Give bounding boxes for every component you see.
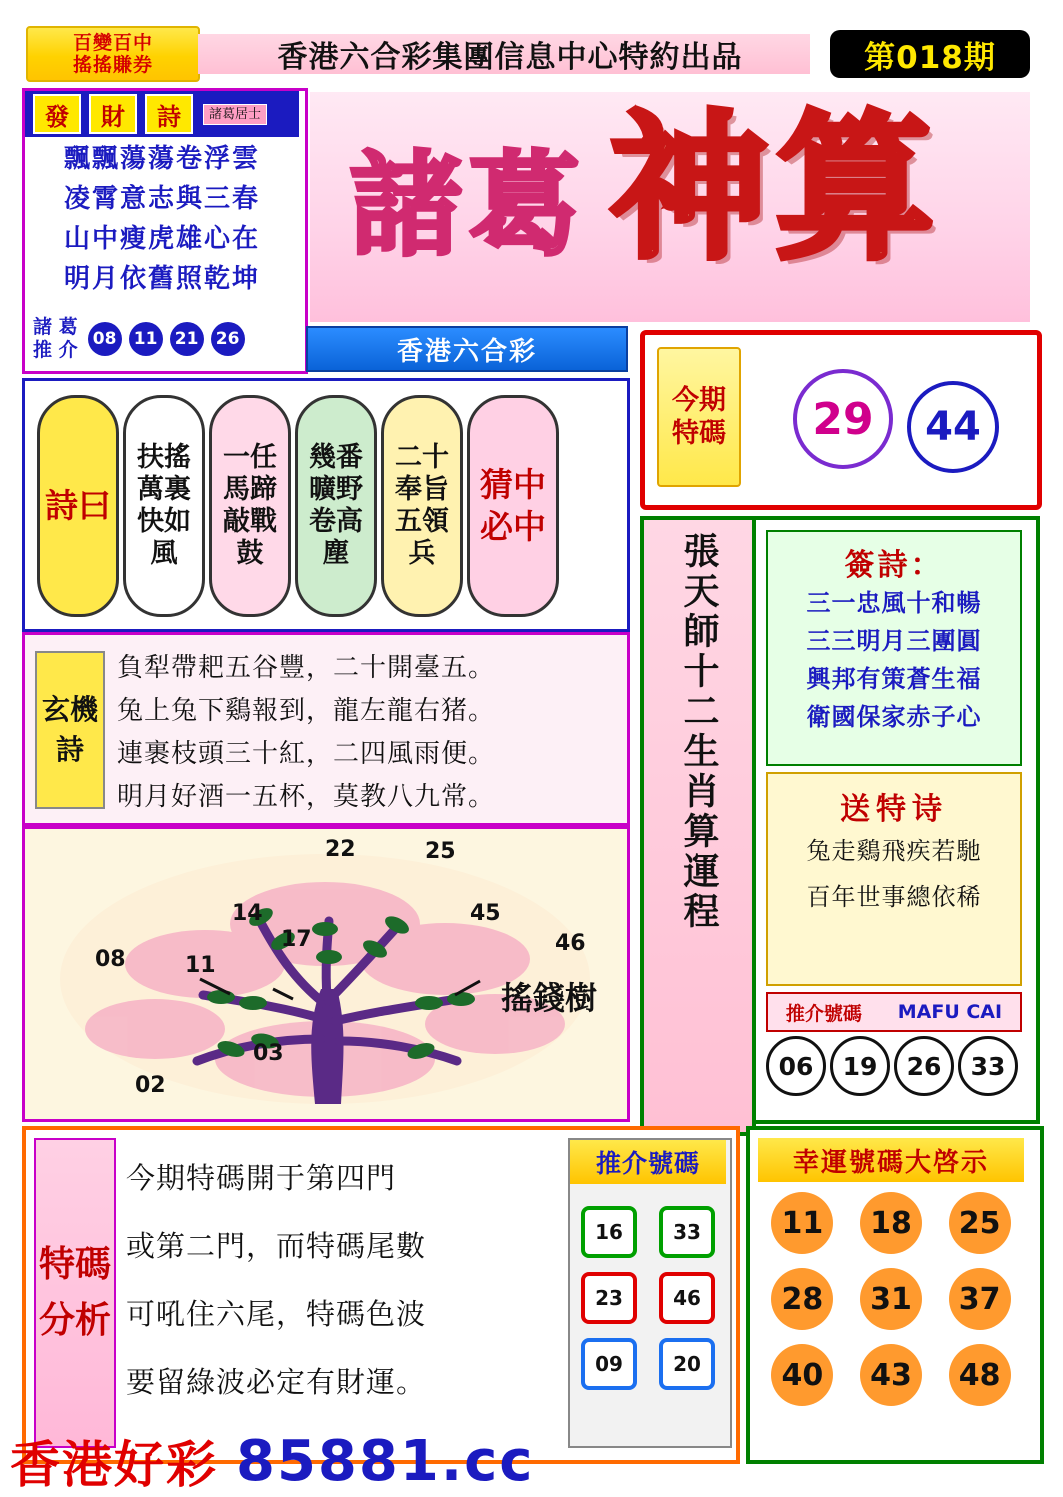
recommend-number-ball: 19 bbox=[830, 1036, 890, 1096]
brand-logo bbox=[26, 26, 200, 82]
capsule-verse-1: 扶搖萬裏快如風 bbox=[123, 395, 205, 617]
lucky-number-ball: 40 bbox=[771, 1344, 833, 1406]
lucky-number-ball: 25 bbox=[949, 1192, 1011, 1254]
analysis-recommend-row bbox=[570, 1206, 726, 1258]
capsule-verse-2: 一任馬蹄敲戰鼓 bbox=[209, 395, 291, 617]
analysis-line: 要留綠波必定有財運。 bbox=[126, 1365, 427, 1399]
fortune-poem-box bbox=[22, 88, 308, 374]
analysis-text bbox=[126, 1144, 556, 1416]
issue-badge bbox=[830, 30, 1030, 78]
oracle-poem-line: 衛國保家赤子心 bbox=[806, 703, 982, 731]
watermark bbox=[10, 1430, 1050, 1492]
masthead-title bbox=[310, 92, 1030, 322]
lottery-name-label: 香港六合彩 bbox=[396, 336, 537, 367]
tree-number: 14 bbox=[232, 901, 263, 926]
poem-recommend-label bbox=[33, 316, 78, 362]
analysis-number-pill: 23 bbox=[581, 1272, 637, 1324]
oracle-poem-lines bbox=[768, 584, 1020, 736]
top-header bbox=[0, 0, 1063, 86]
oracle-poem-line: 興邦有策蒼生福 bbox=[806, 665, 982, 693]
special-poem-box bbox=[766, 772, 1022, 986]
analysis-recommend-title: 推介號碼 bbox=[570, 1140, 726, 1184]
today-special-box bbox=[640, 330, 1042, 510]
today-special-label-text: 今期特碼 bbox=[672, 385, 726, 449]
today-special-label bbox=[657, 347, 741, 487]
analysis-label bbox=[34, 1138, 116, 1448]
tree-caption: 搖錢樹 bbox=[500, 979, 597, 1017]
right-column bbox=[752, 516, 1040, 1124]
analysis-number-pill: 33 bbox=[659, 1206, 715, 1258]
poem-lines bbox=[25, 139, 299, 299]
poem-line: 山中瘦虎雄心在 bbox=[63, 224, 260, 254]
recommend-number-ball: 26 bbox=[894, 1036, 954, 1096]
analysis-number-pill: 46 bbox=[659, 1272, 715, 1324]
tree-number: 03 bbox=[253, 1041, 284, 1066]
lottery-name-bar bbox=[306, 326, 628, 372]
special-poem-title: 送特诗 bbox=[840, 792, 948, 827]
oracle-poem-title: 簽詩： bbox=[844, 548, 944, 583]
tree-number: 02 bbox=[135, 1073, 166, 1098]
mystic-poem-lines bbox=[117, 647, 617, 819]
analysis-number-pill: 16 bbox=[581, 1206, 637, 1258]
masthead-title-part2: 神算 bbox=[610, 97, 942, 281]
logo-line-2: 搖搖賺券 bbox=[72, 54, 153, 76]
poem-head-char-2: 財 bbox=[89, 94, 137, 134]
number-ball: 11 bbox=[129, 322, 163, 356]
oracle-poem-line: 三一忠風十和暢 bbox=[806, 589, 982, 617]
page-title: 香港六合彩集團信息中心特約出品 bbox=[277, 40, 743, 75]
oracle-poem-line: 三三明月三團圓 bbox=[806, 627, 982, 655]
lucky-number-ball: 37 bbox=[949, 1268, 1011, 1330]
analysis-line: 或第二門，而特碼尾數 bbox=[126, 1229, 427, 1263]
lucky-numbers-row bbox=[758, 1268, 1024, 1330]
lucky-numbers-row bbox=[758, 1344, 1024, 1406]
tree-number: 11 bbox=[185, 953, 216, 978]
tree-number: 46 bbox=[555, 931, 586, 956]
mystic-poem-box bbox=[22, 632, 630, 826]
poem-head-char-3: 詩 bbox=[145, 94, 193, 134]
special-poem-line: 兔走鷄飛疾若馳 bbox=[806, 837, 982, 865]
recommend-numbers-bar bbox=[766, 992, 1022, 1032]
analysis-number-pill: 09 bbox=[581, 1338, 637, 1390]
recommend-numbers-list bbox=[766, 1036, 1018, 1096]
special-number-analysis-box bbox=[22, 1126, 740, 1464]
capsule-slogan: 猜中必中 bbox=[467, 395, 559, 617]
money-tree-illustration bbox=[22, 826, 630, 1122]
masthead-title-part1: 諸葛 bbox=[350, 141, 586, 271]
zodiac-fortune-title: 張天師十二生肖算運程 bbox=[678, 532, 719, 932]
capsule-title: 詩曰 bbox=[37, 395, 119, 617]
tree-number: 17 bbox=[281, 927, 312, 952]
special-number-ball-2: 44 bbox=[907, 381, 999, 473]
lucky-numbers-title: 幸運號碼大啓示 bbox=[758, 1138, 1024, 1182]
mystic-poem-label bbox=[35, 651, 105, 809]
lucky-numbers-row bbox=[758, 1192, 1024, 1254]
analysis-recommend-row bbox=[570, 1338, 726, 1390]
recommend-number-ball: 33 bbox=[958, 1036, 1018, 1096]
tree-number: 25 bbox=[425, 839, 456, 864]
analysis-recommend-row bbox=[570, 1272, 726, 1324]
mystic-poem-line: 兔上兔下鷄報到，龍左龍右猪。 bbox=[117, 696, 496, 726]
watermark-url: 85881.cc bbox=[236, 1428, 535, 1494]
zodiac-fortune-banner bbox=[640, 516, 756, 1136]
recommend-label-cn: 推介號碼 bbox=[785, 1002, 862, 1025]
tree-number: 45 bbox=[470, 901, 501, 926]
poem-line: 明月依舊照乾坤 bbox=[63, 264, 260, 294]
number-ball: 21 bbox=[170, 322, 204, 356]
mystic-poem-line: 連裹枝頭三十紅，二四風雨便。 bbox=[117, 739, 496, 769]
poem-author-tag: 諸葛居士 bbox=[203, 104, 267, 125]
lucky-number-ball: 48 bbox=[949, 1344, 1011, 1406]
lucky-numbers-box bbox=[746, 1126, 1044, 1464]
poem-line: 飄飄蕩蕩卷浮雲 bbox=[63, 144, 260, 174]
lucky-number-ball: 18 bbox=[860, 1192, 922, 1254]
tree-number: 22 bbox=[325, 837, 356, 862]
poem-head-char-1: 發 bbox=[33, 94, 81, 134]
analysis-line: 今期特碼開于第四門 bbox=[126, 1161, 397, 1195]
special-poem-line: 百年世事總依稀 bbox=[806, 883, 982, 911]
lucky-number-ball: 43 bbox=[860, 1344, 922, 1406]
watermark-text: 香港好彩 bbox=[10, 1436, 218, 1494]
capsule-verse-4: 二十奉旨五領兵 bbox=[381, 395, 463, 617]
analysis-number-pill: 20 bbox=[659, 1338, 715, 1390]
logo-line-1: 百變百中 bbox=[72, 32, 153, 54]
analysis-line: 可吼住六尾，特碼色波 bbox=[126, 1297, 427, 1331]
recommend-number-ball: 06 bbox=[766, 1036, 826, 1096]
lucky-number-ball: 11 bbox=[771, 1192, 833, 1254]
poem-header bbox=[25, 91, 299, 137]
money-tree-svg bbox=[25, 829, 627, 1119]
recommend-label-en: MAFU CAI bbox=[897, 1001, 1003, 1023]
analysis-label-text: 特碼分析 bbox=[38, 1244, 111, 1341]
poem-recommend-numbers bbox=[88, 322, 245, 356]
poem-footer bbox=[25, 313, 299, 365]
poem-capsules-row bbox=[22, 378, 630, 632]
mystic-poem-label-text: 玄機詩 bbox=[41, 693, 98, 766]
poem-recommend-label-l1: 諸 葛 bbox=[33, 316, 78, 338]
capsule-verse-3: 幾番曠野卷高塵 bbox=[295, 395, 377, 617]
oracle-poem-box bbox=[766, 530, 1022, 766]
issue-label: 第018期 bbox=[864, 39, 996, 76]
poem-line: 凌霄意志與三春 bbox=[63, 184, 260, 214]
special-poem-lines bbox=[768, 828, 1020, 920]
analysis-recommend-grid bbox=[570, 1192, 726, 1390]
number-ball: 26 bbox=[211, 322, 245, 356]
special-number-ball-1: 29 bbox=[793, 369, 893, 469]
lucky-number-ball: 28 bbox=[771, 1268, 833, 1330]
poem-recommend-label-l2: 推 介 bbox=[33, 339, 78, 361]
analysis-recommend-panel bbox=[568, 1138, 732, 1448]
number-ball: 08 bbox=[88, 322, 122, 356]
lucky-number-ball: 31 bbox=[860, 1268, 922, 1330]
mystic-poem-line: 明月好酒一五杯，莫教八九常。 bbox=[117, 782, 496, 812]
lucky-numbers-grid bbox=[758, 1192, 1024, 1420]
mystic-poem-line: 負犁帶耙五谷豐，二十開臺五。 bbox=[117, 653, 496, 683]
tree-number: 08 bbox=[95, 947, 126, 972]
